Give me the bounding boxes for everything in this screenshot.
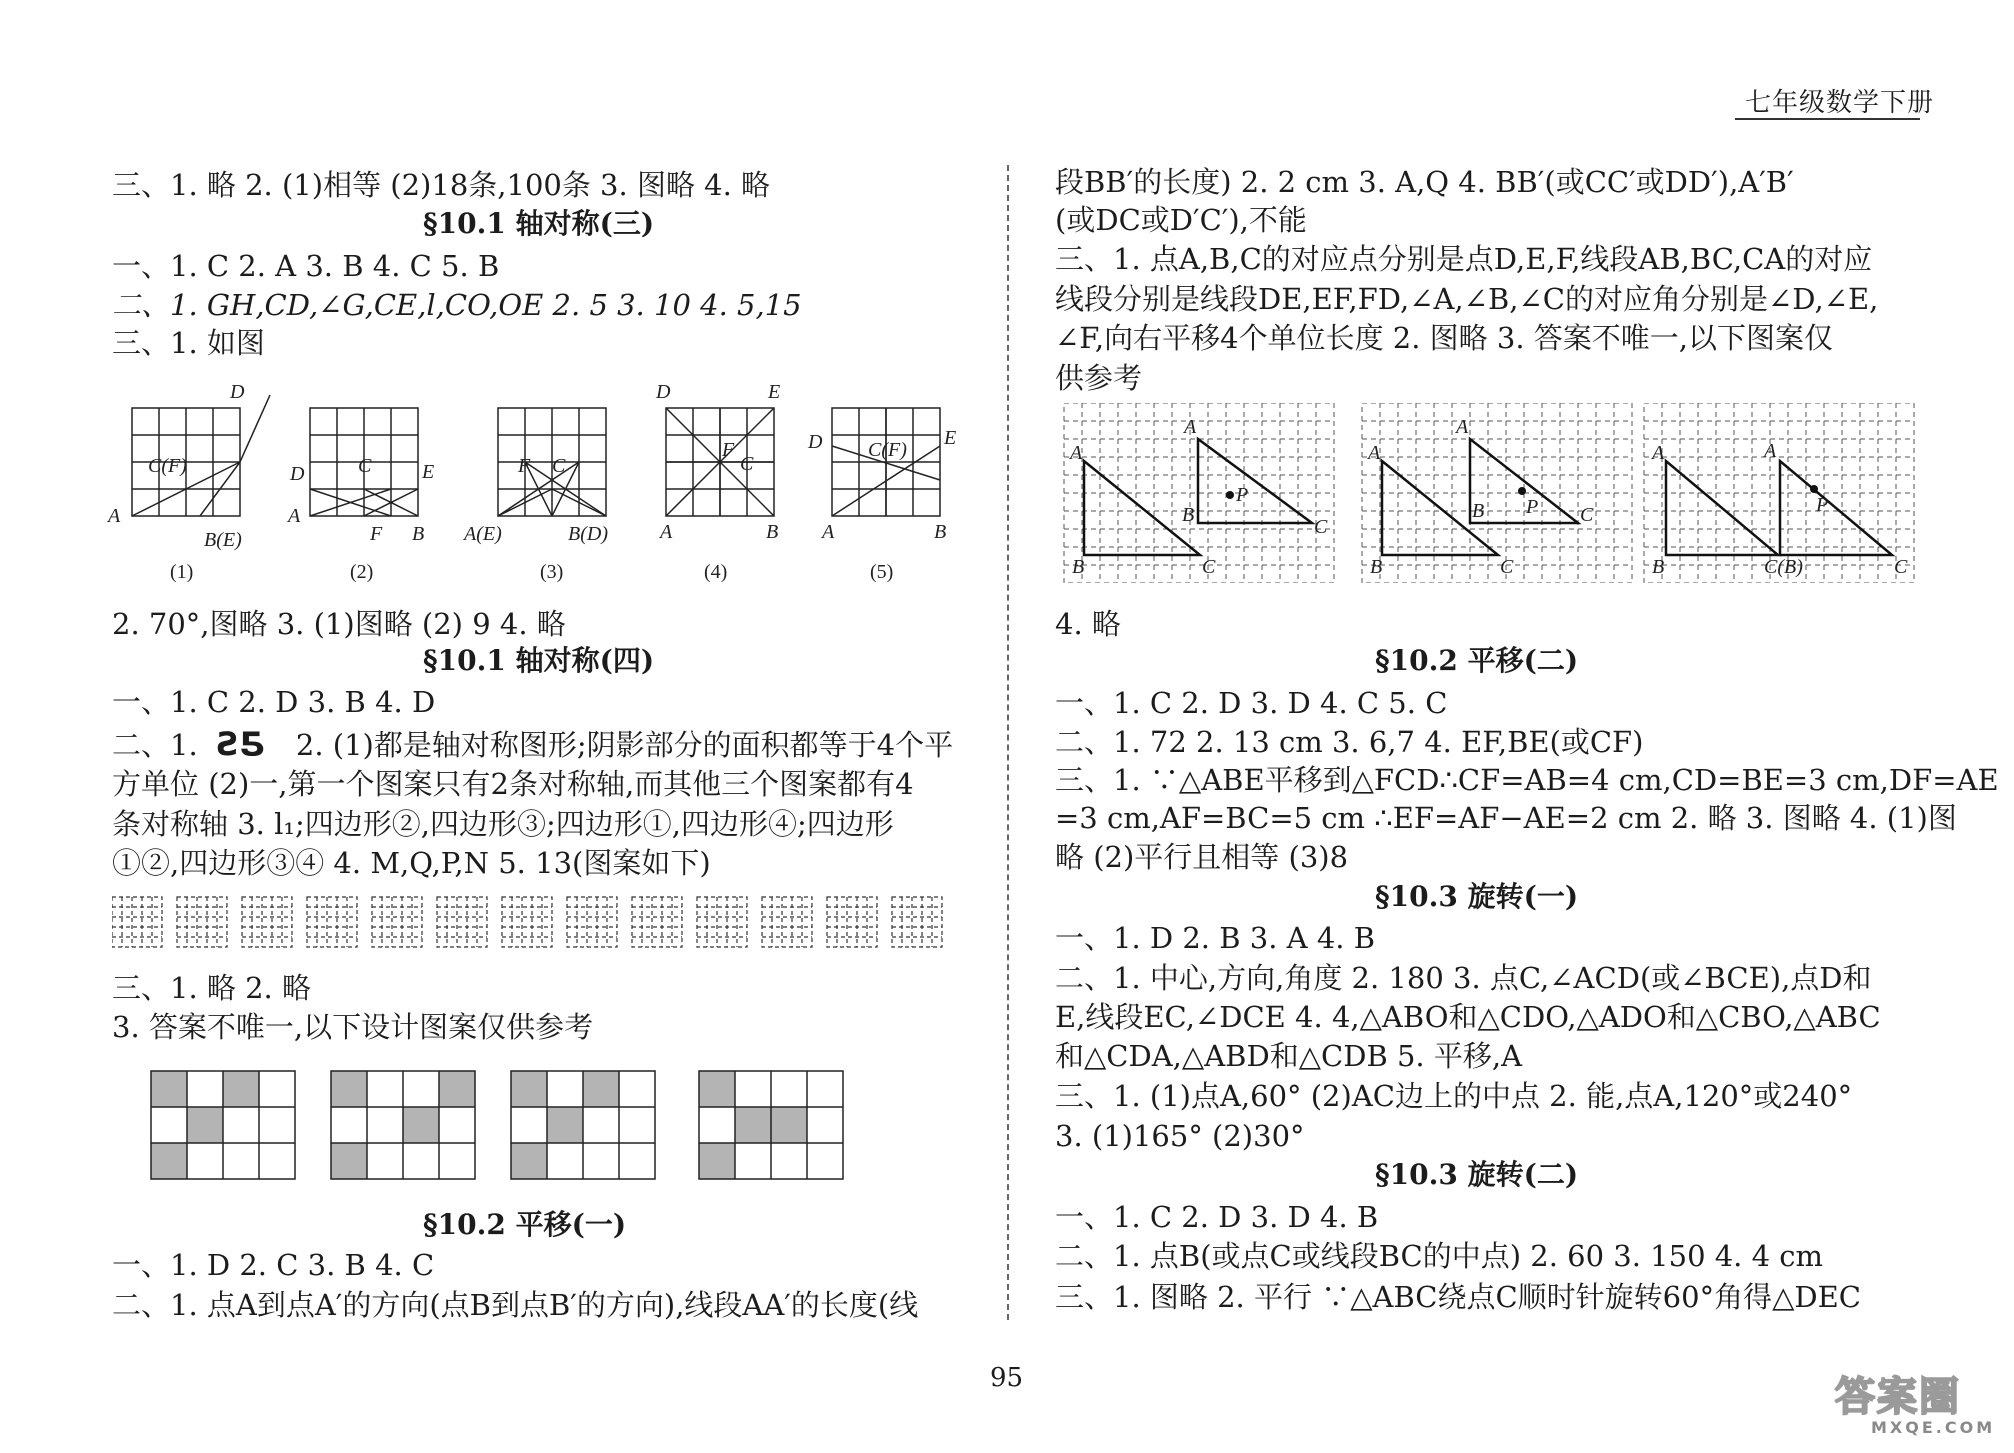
answer-line: 一、1. C 2. D 3. D 4. C 5. C <box>1055 686 1448 720</box>
figure-5 <box>832 408 940 516</box>
pattern <box>112 897 162 947</box>
label: A <box>822 521 835 543</box>
answer-line: 一、1. C 2. D 3. B 4. D <box>112 685 436 719</box>
label: A <box>1764 440 1777 462</box>
figure-4 <box>666 408 774 516</box>
pattern <box>307 897 357 947</box>
label: C <box>1580 504 1594 526</box>
pattern <box>567 897 617 947</box>
pattern <box>242 897 292 947</box>
label: C(F) <box>148 455 187 477</box>
label: B <box>766 521 779 543</box>
answer-line: 三、1. 略 2. 略 <box>112 971 311 1005</box>
answer-line: 方单位 (2)一,第一个图案只有2条对称轴,而其他三个图案都有4 <box>112 767 914 801</box>
column-divider <box>1007 165 1009 1320</box>
label: A <box>660 521 673 543</box>
answer-line: 供参考 <box>1055 361 1143 395</box>
answer-line: 三、1. ∵△ABE平移到△FCD∴CF=AB=4 cm,CD=BE=3 cm,DF=AE <box>1055 763 1999 797</box>
label: A <box>1652 442 1665 464</box>
design-1 <box>151 1071 295 1179</box>
caption: (5) <box>870 561 894 583</box>
section-title: §10.1 轴对称(三) <box>423 207 655 240</box>
label: C <box>740 453 754 475</box>
label: B <box>934 521 947 543</box>
answer-line <box>112 724 953 765</box>
label: B <box>412 523 425 545</box>
pattern <box>372 897 422 947</box>
answer-line: 三、1. (1)点A,60° (2)AC边上的中点 2. 能,点A,120°或240° <box>1055 1079 1853 1113</box>
label: A(E) <box>464 523 502 545</box>
label: D <box>230 381 245 403</box>
answer-line: 段BB′的长度) 2. 2 cm 3. A,Q 4. BB′(或CC′或DD′),A′B′ <box>1055 165 1794 199</box>
label: P <box>1816 494 1829 516</box>
pattern <box>632 897 682 947</box>
label: C <box>1894 556 1908 578</box>
answer-line: =3 cm,AF=BC=5 cm ∴EF=AF−AE=2 cm 2. 略 3. 图略 4. (1)图 <box>1055 801 1957 835</box>
point-p <box>1226 491 1234 499</box>
design-patterns <box>145 1063 850 1183</box>
answer-prefix: 二、1. <box>112 728 198 762</box>
pattern <box>762 897 812 947</box>
caption: (2) <box>350 561 374 583</box>
label: C <box>1500 556 1514 578</box>
answer-line: 略 (2)平行且相等 (3)8 <box>1055 840 1349 874</box>
answer-line: 二、1. GH,CD,∠G,CE,l,CO,OE 2. 5 3. 10 4. 5,15 <box>112 288 802 322</box>
page-number: 95 <box>990 1363 1024 1393</box>
section-title: §10.1 轴对称(四) <box>423 644 655 677</box>
section-title: §10.2 平移(一) <box>423 1208 627 1241</box>
pattern-row <box>112 893 962 955</box>
label: C <box>1202 556 1216 578</box>
pattern <box>827 897 877 947</box>
answer-line: (或DC或D′C′),不能 <box>1055 203 1307 237</box>
answer-text: 2. (1)都是轴对称图形;阴影部分的面积都等于4个平 <box>295 728 954 762</box>
label: A <box>1070 442 1083 464</box>
section-title: §10.2 平移(二) <box>1375 644 1579 677</box>
label: C(B) <box>1764 556 1803 578</box>
answer-line: 二、1. 72 2. 13 cm 3. 6,7 4. EF,BE(或CF) <box>1055 725 1644 759</box>
label: B <box>1182 504 1195 526</box>
watermark-url: MXQE.COM <box>1871 1418 1996 1437</box>
pattern <box>697 897 747 947</box>
label: E <box>768 381 781 403</box>
design-2 <box>331 1071 475 1179</box>
answer-line: 一、1. C 2. D 3. D 4. B <box>1055 1200 1379 1234</box>
triangle-translated <box>1198 439 1312 523</box>
label: B <box>1072 556 1085 578</box>
answer-line: 和△CDA,△ABD和△CDB 5. 平移,A <box>1055 1039 1523 1073</box>
label: F <box>370 523 383 545</box>
label: B <box>1370 556 1383 578</box>
design-3 <box>511 1071 655 1179</box>
answer-line: 二、1. 中心,方向,角度 2. 180 3. 点C,∠ACD(或∠BCE),点D和 <box>1055 961 1872 995</box>
answer-line: 二、1. 点A到点A′的方向(点B到点B′的方向),线段AA′的长度(线 <box>112 1288 919 1322</box>
handwritten-answer: ƧƼ <box>216 725 265 763</box>
label: D <box>656 381 671 403</box>
answer-line: 一、1. D 2. B 3. A 4. B <box>1055 921 1376 955</box>
label: B(D) <box>568 523 608 545</box>
label: F <box>518 455 531 477</box>
label: A <box>1456 416 1469 438</box>
answer-line: 2. 70°,图略 3. (1)图略 (2) 9 4. 略 <box>112 607 566 641</box>
answer-line: 三、1. 点A,B,C的对应点分别是点D,E,F,线段AB,BC,CA的对应 <box>1055 242 1873 276</box>
pattern <box>437 897 487 947</box>
answer-line: 线段分别是线段DE,EF,FD,∠A,∠B,∠C的对应角分别是∠D,∠E, <box>1055 282 1879 316</box>
point-p <box>1518 487 1526 495</box>
answer-line: E,线段EC,∠DCE 4. 4,△ABO和△CDO,△ADO和△CBO,△ABC <box>1055 1000 1881 1034</box>
label: E <box>422 461 435 483</box>
answer-line: 三、1. 如图 <box>112 326 265 360</box>
label: P <box>1236 484 1249 506</box>
label: A <box>1184 416 1197 438</box>
answer-line: 二、1. 点B(或点C或线段BC的中点) 2. 60 3. 150 4. 4 cm <box>1055 1239 1824 1273</box>
label: C <box>1314 516 1328 538</box>
label: D <box>808 431 823 453</box>
caption: (4) <box>704 561 728 583</box>
label: D <box>290 463 305 485</box>
pattern <box>502 897 552 947</box>
header-title: 七年级数学下册 <box>1745 88 1935 118</box>
caption: (1) <box>170 561 194 583</box>
section-title: §10.3 旋转(一) <box>1375 880 1579 913</box>
label: C(F) <box>868 439 907 461</box>
section-title: §10.3 旋转(二) <box>1375 1158 1579 1191</box>
caption: (3) <box>540 561 564 583</box>
answer-line: 4. 略 <box>1055 607 1121 641</box>
label: A <box>1368 442 1381 464</box>
watermark-logo <box>1835 1375 2000 1445</box>
answer-line: 3. (1)165° (2)30° <box>1055 1119 1305 1153</box>
header-rule <box>1735 118 1920 120</box>
watermark-text: 答案圈 <box>1835 1374 1961 1420</box>
point-p <box>1810 485 1818 493</box>
label: B(E) <box>204 529 242 551</box>
answer-line: 一、1. C 2. A 3. B 4. C 5. B <box>112 249 500 283</box>
pattern <box>892 897 942 947</box>
answer-line: 三、1. 图略 2. 平行 ∵△ABC绕点C顺时针旋转60°角得△DEC <box>1055 1280 1861 1314</box>
answer-line: ∠F,向右平移4个单位长度 2. 图略 3. 答案不唯一,以下图案仅 <box>1055 321 1834 355</box>
label: E <box>944 427 957 449</box>
label: C <box>552 455 566 477</box>
answer-line: 一、1. D 2. C 3. B 4. C <box>112 1248 435 1282</box>
symmetry-figures <box>100 370 980 595</box>
label: C <box>358 455 372 477</box>
label: A <box>288 505 301 527</box>
answer-line: ①②,四边形③④ 4. M,Q,P,N 5. 13(图案如下) <box>112 846 711 880</box>
label: P <box>1526 496 1539 518</box>
answer-line: 条对称轴 3. l₁;四边形②,四边形③;四边形①,四边形④;四边形 <box>112 807 894 841</box>
design-4 <box>699 1071 843 1179</box>
label: B <box>1652 556 1665 578</box>
pattern <box>177 897 227 947</box>
answer-line: 3. 答案不唯一,以下设计图案仅供参考 <box>112 1010 594 1044</box>
answer-line: 三、1. 略 2. (1)相等 (2)18条,100条 3. 图略 4. 略 <box>112 168 771 202</box>
translation-figures <box>1060 403 1940 583</box>
label: B <box>1472 500 1485 522</box>
label: A <box>108 505 121 527</box>
label: F <box>722 439 735 461</box>
